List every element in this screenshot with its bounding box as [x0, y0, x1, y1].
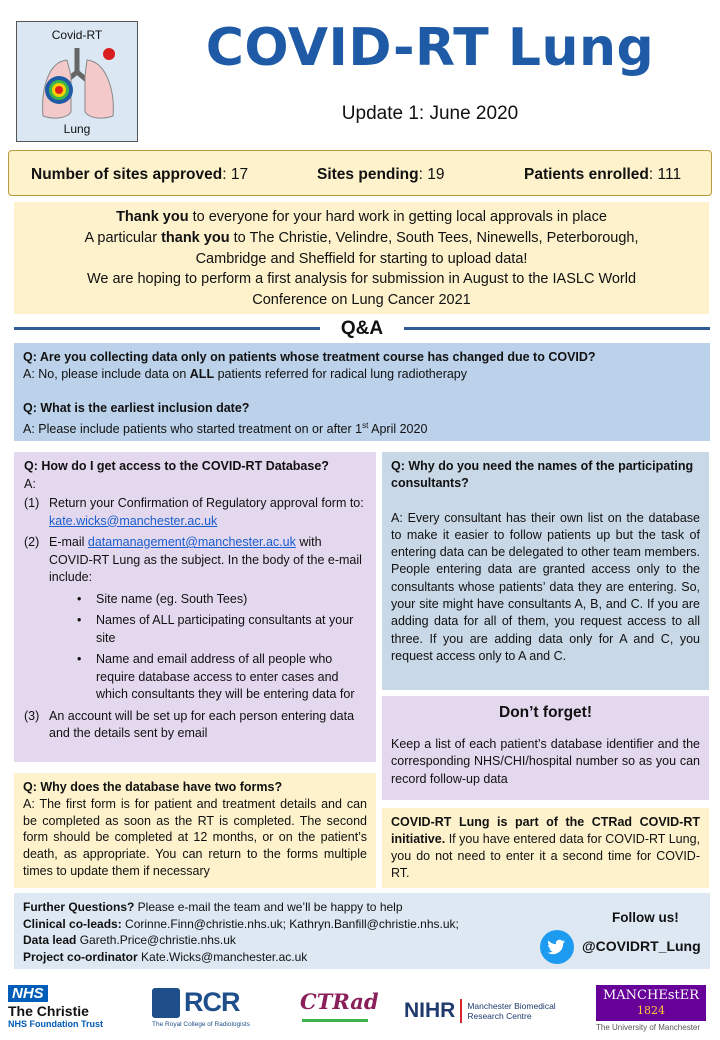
why-question: Q: Why do you need the names of the participating consultants?	[391, 459, 694, 491]
contact-project-coordinator: Project co-ordinator Kate.Wicks@manchester.ac.uk	[23, 949, 308, 964]
access-step-1: (1) Return your Confirmation of Regulatory approval form to: kate.wicks@manchester.ac.uk	[24, 496, 364, 528]
access-step-3: (3) An account will be set up for each person entering data and the details sent by email	[24, 708, 355, 740]
contact-data-lead: Data lead Gareth.Price@christie.nhs.uk	[23, 933, 236, 947]
rcr-crest-icon	[152, 988, 180, 1018]
qa1-question: Q: Are you collecting data only on patients whose treatment course has changed due to COVID?	[23, 350, 596, 364]
christie-logo: NHS The Christie NHS Foundation Trust	[8, 985, 103, 1029]
dont-forget-title: Don’t forget!	[499, 704, 592, 721]
stats-banner	[8, 150, 712, 196]
thanks-line-2: A particular thank you to The Christie, Velindre, South Tees, Ninewells, Peterborough,	[84, 229, 639, 246]
qa2-question: Q: What is the earliest inclusion date?	[23, 401, 250, 415]
qa-consultants-panel	[382, 452, 709, 690]
partner-logos	[0, 975, 720, 1040]
qa-general-panel	[14, 343, 710, 441]
rcr-logo: RCR The Royal College of Radiologists	[152, 987, 250, 1028]
stat-patients-enrolled: Patients enrolled: 111	[524, 166, 682, 183]
qa-divider-right	[404, 327, 710, 330]
forms-question: Q: Why does the database have two forms?	[23, 780, 283, 794]
qa1-answer: A: No, please include data on ALL patients referred for radical lung radiotherapy	[23, 367, 468, 381]
thanks-panel	[14, 202, 709, 314]
why-answer: A: Every consultant has their own list on the database to make it easier to follow patients up but the task of entering data can be delegated to other team members. People entering data are granted access only to the consultants whose patients’ data they are entering. So, your site might have consultants A, B, and C. If you are adding data for all of them, you request access to all three. If you are adding data only for A and C, you request access only to A and C.	[391, 510, 700, 663]
covid-rt-logo	[16, 21, 138, 142]
forms-answer: A: The first form is for patient and treatment details and can be completed as soon as the RT is completed. The second form should be completed at 12 months, or on the patient’s death, as appropriate. You can return to the forms multiple times to update them if necessary	[23, 796, 367, 878]
twitter-icon[interactable]	[540, 930, 574, 964]
contact-further-questions: Further Questions? Please e-mail the team and we’ll be happy to help	[23, 900, 403, 914]
nihr-divider	[460, 999, 462, 1023]
stat-sites-approved: Number of sites approved: 17	[31, 166, 249, 183]
qa-header	[0, 318, 720, 346]
nihr-logo: NIHR Manchester Biomedical Research Centre	[404, 999, 556, 1022]
email-link-kate[interactable]: kate.wicks@manchester.ac.uk	[49, 513, 218, 528]
logo-text-bottom: Lung	[63, 122, 91, 136]
logo-text-top: Covid-RT	[51, 28, 103, 42]
ctrad-logo: CTRad	[300, 989, 370, 1033]
ctrad-underline	[302, 1019, 368, 1022]
thanks-line-1: Thank you to everyone for your hard work in getting local approvals in place	[116, 209, 607, 225]
page-title: COVID-RT Lung	[205, 18, 655, 78]
access-step-2: (2) E-mail datamanagement@manchester.ac.uk with COVID-RT Lung as the subject. In the body of the e-mail include:	[24, 535, 362, 584]
access-question: Q: How do I get access to the COVID-RT Database?	[24, 459, 329, 473]
twitter-handle[interactable]: @COVIDRT_Lung	[582, 938, 701, 954]
page-subtitle: Update 1: June 2020	[341, 103, 519, 124]
access-bullet-site: • Site name (eg. South Tees)	[24, 591, 366, 609]
stat-sites-pending: Sites pending: 19	[317, 166, 445, 183]
qa-divider-left	[14, 327, 320, 330]
thanks-line-3: Cambridge and Sheffield for starting to upload data!	[195, 250, 528, 267]
follow-us-label: Follow us!	[612, 910, 679, 925]
lungs-icon	[37, 42, 121, 124]
thanks-line-5: Conference on Lung Cancer 2021	[252, 292, 471, 309]
contacts-panel	[14, 893, 710, 969]
ctrad-note-text: If you have entered data for COVID-RT Lung, you do not need to enter it a second time for COVID-RT.	[391, 832, 700, 880]
access-bullet-people: • Name and email address of all people who require database access to enter cases and which consultants they will be entering data for	[24, 651, 366, 704]
qa-title: Q&A	[340, 318, 384, 339]
ctrad-note-bold: COVID-RT Lung is part of the CTRad COVID-RT initiative.	[391, 815, 700, 846]
ctrad-note-panel	[382, 808, 709, 888]
access-answer-label: A:	[24, 476, 36, 491]
contact-clinical-leads: Clinical co-leads: Corinne.Finn@christie.nhs.uk; Kathryn.Banfill@christie.nhs.uk;	[23, 916, 459, 931]
dont-forget-panel	[382, 696, 709, 800]
manchester-logo: MANCHEstER 1824 The University of Manchester	[596, 985, 706, 1032]
thanks-line-4: We are hoping to perform a first analysis for submission in August to the IASLC World	[86, 271, 637, 288]
access-bullet-consultants: • Names of ALL participating consultants at your site	[24, 612, 366, 647]
qa-access-panel	[14, 452, 376, 762]
dont-forget-body: Keep a list of each patient’s database identifier and the corresponding NHS/CHI/hospital number so as you can record follow-up data	[391, 736, 700, 786]
email-link-datamanagement[interactable]: datamanagement@manchester.ac.uk	[87, 535, 296, 549]
qa2-answer: A: Please include patients who started treatment on or after 1st April 2020	[23, 421, 428, 437]
qa-forms-panel	[14, 773, 376, 888]
